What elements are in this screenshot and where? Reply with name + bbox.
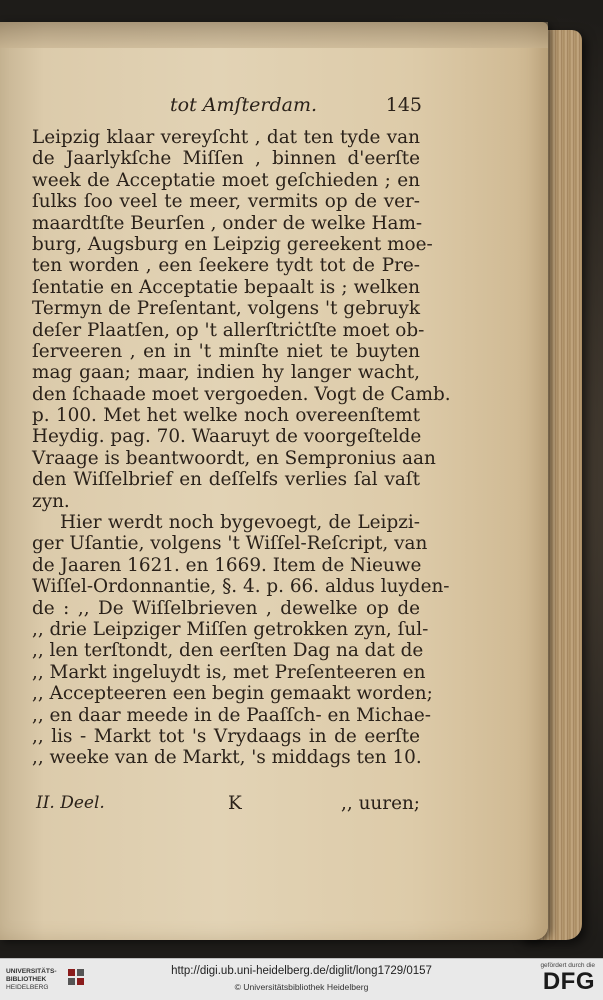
text-line: ſentatie en Acceptatie bepaalt is ; welken (32, 276, 420, 298)
text-line: Leipzig klaar vereyſcht , dat ten tyde van (32, 127, 420, 148)
text-line: ſulks ſoo veel te meer, vermits op de ver- (32, 191, 420, 213)
text-line: ger Uſantie, volgens 't Wiſſel-Reſcript, van (32, 533, 428, 555)
text-line: den ſchaade moet vergoeden. Vogt de Camb. (32, 383, 451, 405)
text-line: ,, drie Leipziger Miſſen getrokken zyn, ſul- (32, 618, 429, 640)
volume-signature: II. Deel. (36, 793, 105, 813)
text-line: Wiſſel-Ordonnantie, §. 4. p. 66. aldus luyden- (32, 576, 450, 598)
text-line: de : ,, De Wiſſelbrieven , dewelke op de (32, 597, 420, 619)
text-line: Termyn de Preſentant, volgens 't gebruyk (32, 298, 420, 320)
copyright-notice: © Universitätsbibliothek Heidelberg (234, 982, 369, 992)
text-line: de Jaarlykſche Miſſen , binnen d'eerſte (32, 148, 420, 170)
text-line: maardtſte Beurſen , onder de welke Ham- (32, 212, 423, 234)
page-number: 145 (385, 94, 422, 116)
library-name-line: UNIVERSITÄTS- (6, 968, 57, 975)
text-line: ,, weeke van de Markt, 's middags ten 10. (32, 747, 422, 769)
catchword: ,, uuren; (341, 793, 420, 814)
page-top-shadow (0, 22, 548, 48)
text-line: burg, Augsburg en Leipzig gereekent moe- (32, 233, 433, 255)
text-line: week de Acceptatie moet geſchieden ; en (32, 169, 420, 191)
text-line: p. 100. Met het welke noch overeenſtemt (32, 405, 420, 427)
funder-logo[interactable] (525, 962, 595, 998)
text-line: Vraage is beantwoordt, en Sempronius aan (32, 447, 436, 469)
library-name-line: BIBLIOTHEK (6, 976, 47, 983)
text-line: zyn. (32, 490, 70, 512)
permalink-url[interactable]: http://digi.ub.uni-heidelberg.de/diglit/long1729/0157 (171, 965, 432, 977)
gathering-signature: K (228, 793, 242, 814)
library-name-line: HEIDELBERG (6, 984, 49, 991)
dfg-logo-text: DFG (542, 968, 595, 995)
funder-caption: gefördert durch die (540, 962, 595, 969)
text-line: mag gaan; maar, indien hy langer wacht, (32, 362, 420, 384)
text-line: ,, Accepteeren een begin gemaakt worden; (32, 683, 433, 705)
viewer-footer-bar (0, 958, 603, 1000)
text-line: deſer Plaatſen, op 't allerſtriċtſte moet ob- (32, 319, 425, 341)
text-line: den Wiſſelbrief en deſſelfs verlies ſal vaſt (32, 469, 420, 491)
body-text (32, 127, 451, 769)
text-line: Hier werdt noch bygevoegt, de Leipzi- (60, 512, 420, 534)
text-line: ſerveeren , en in 't minſte niet te buyten (32, 340, 420, 362)
text-line: ,, len terſtondt, den eerſten Dag na dat de (32, 640, 424, 662)
page-header (30, 94, 422, 118)
text-line: ,, en daar meede in de Paaſſch- en Michae- (32, 704, 432, 726)
text-line: ten worden , een ſeekere tydt tot de Pre- (32, 255, 420, 277)
running-head: tot Amſterdam. (170, 94, 318, 116)
page-footer (32, 793, 420, 817)
text-line: ,, Markt ingeluydt is, met Preſenteeren en (32, 661, 426, 683)
text-line: Heydig. pag. 70. Waaruyt de voorgeſtelde (32, 426, 422, 448)
text-line: de Jaaren 1621. en 1669. Item de Nieuwe (32, 554, 422, 576)
text-line: ,, lis - Markt tot 's Vrydaags in de eerſte (32, 725, 420, 747)
